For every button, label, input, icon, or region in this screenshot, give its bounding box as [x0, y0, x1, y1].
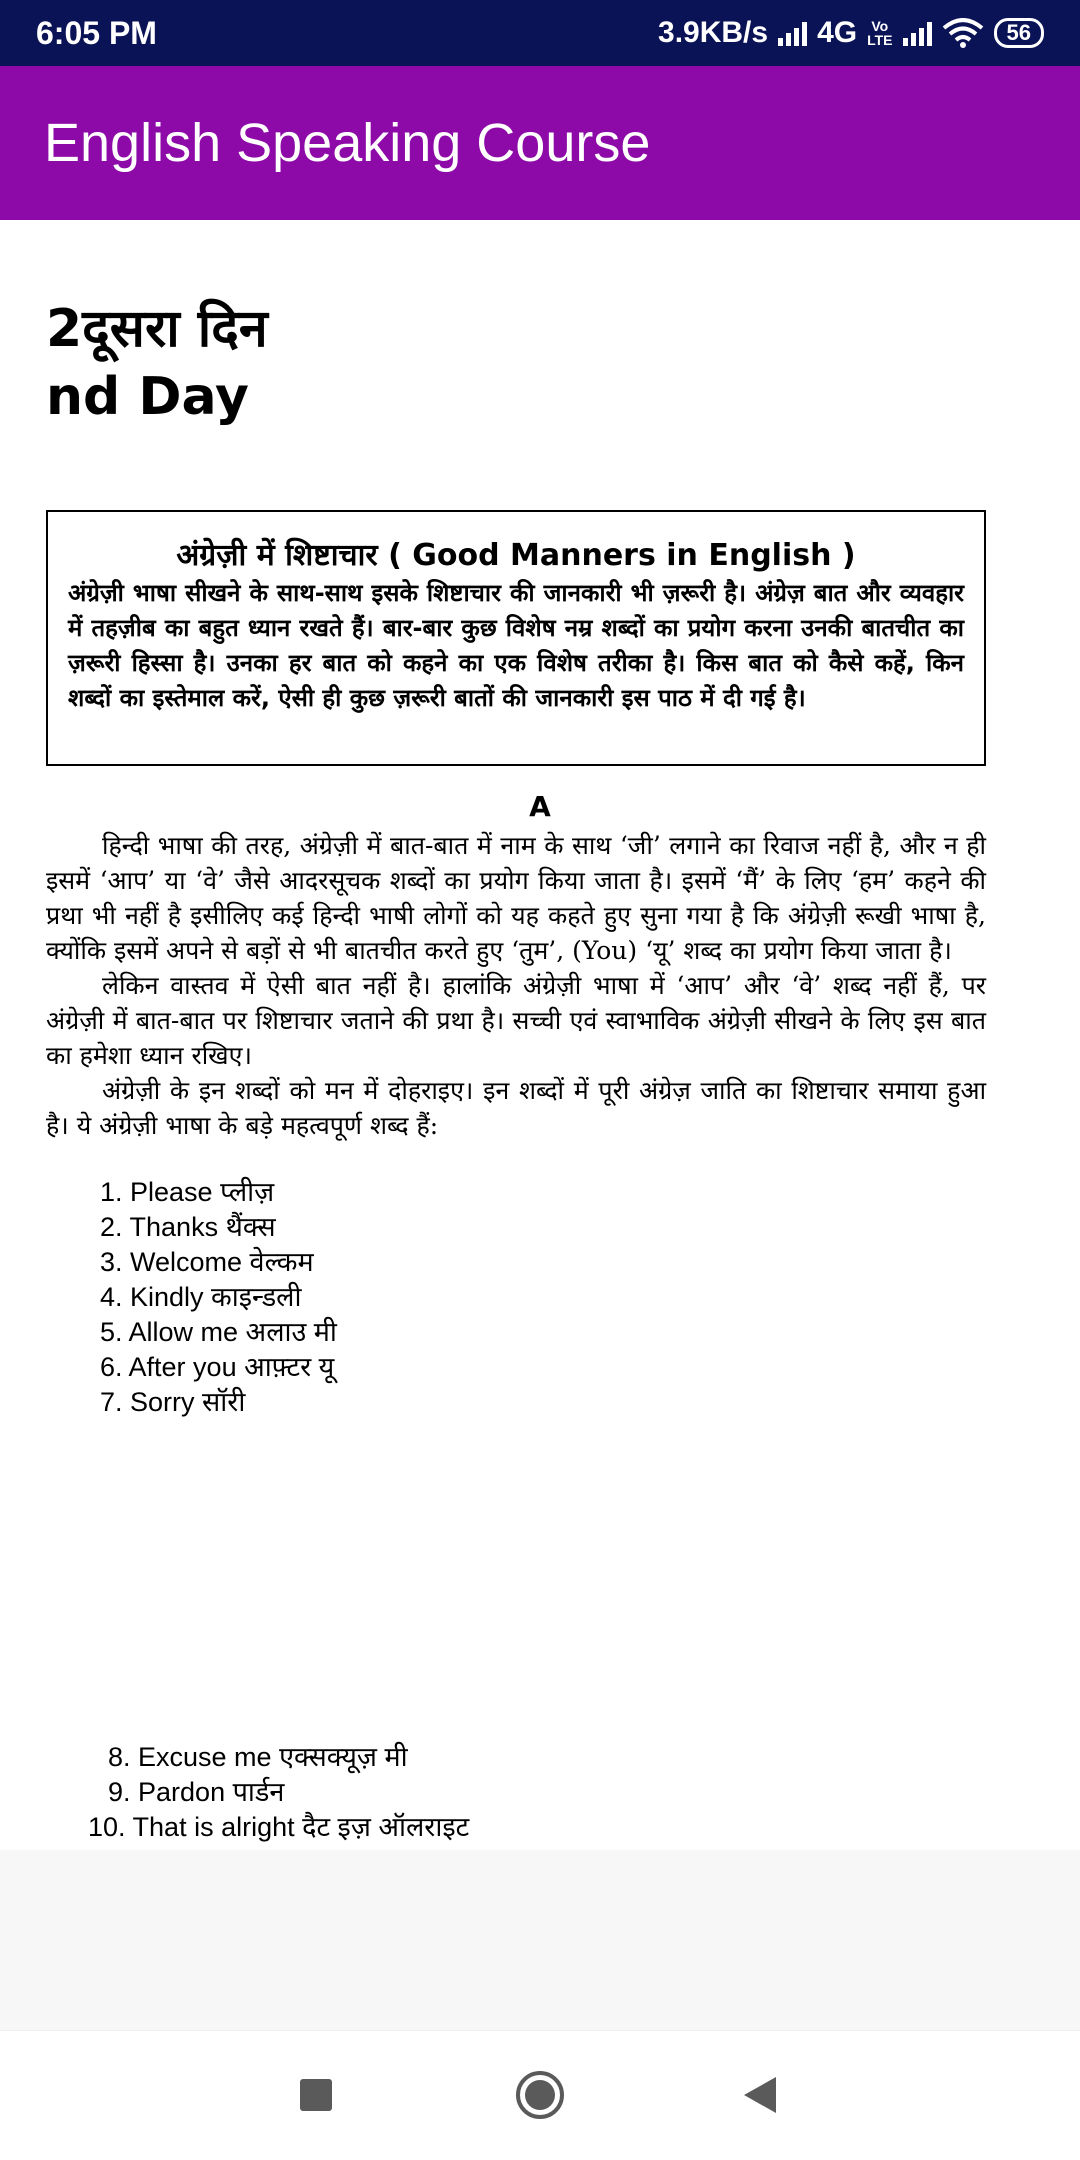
list-item: 5. Allow me अलाउ मी — [100, 1317, 337, 1347]
status-bar — [0, 0, 1080, 66]
signal-icon — [778, 20, 807, 46]
list-item: 10. That is alright दैट इज़ ऑलराइट — [88, 1812, 470, 1842]
section-letter: A — [529, 790, 551, 823]
intro-title: अंग्रेज़ी में शिष्टाचार ( Good Manners in English ) — [176, 538, 856, 573]
square-icon — [298, 2077, 334, 2113]
blank-area — [0, 1850, 1080, 2030]
paragraph-2: लेकिन वास्तव में ऐसी बात नहीं है। हालांकि अंग्रेज़ी भाषा में ‘आप’ और ‘वे’ शब्द नहीं हैं, पर अंग्रेज़ी में बात-बात पर शिष्टाचार जताने की प्रथा है। सच्ची एवं स्वाभाविक अंग्रेज़ी सीखने के लिए इस बात का हमेशा ध्यान रखिए। — [46, 971, 986, 1070]
intro-box — [46, 510, 986, 766]
paragraphs — [46, 828, 986, 1143]
list-item: 8. Excuse me एक्सक्यूज़ मी — [108, 1742, 408, 1772]
list-item: 7. Sorry सॉरी — [100, 1387, 246, 1417]
day-heading — [46, 295, 268, 431]
app-bar — [0, 66, 1080, 220]
status-time: 6:05 PM — [36, 14, 157, 51]
word-list-page2 — [88, 1740, 469, 1845]
network-type: 4G — [817, 16, 858, 49]
intro-body: अंग्रेज़ी भाषा सीखने के साथ-साथ इसके शिष्टाचार की जानकारी भी ज़रूरी है। अंग्रेज़ बात और व्यवहार में तहज़ीब का बहुत ध्यान रखते हैं। बार-बार कुछ विशेष नम्र शब्दों का प्रयोग करना उनकी बातचीत का ज़रूरी हिस्सा है। उनका हर बात को कहने का एक विशेष तरीका है। किस बात को कैसे कहें, किन शब्दों का इस्तेमाल करें, ऐसी ही कुछ ज़रूरी बातों की जानकारी इस पाठ में दी गई है। — [68, 579, 964, 712]
battery-icon: 56 — [994, 18, 1044, 48]
app-title: English Speaking Course — [44, 113, 651, 173]
volte-icon — [867, 19, 892, 47]
paragraph-3: अंग्रेज़ी के इन शब्दों को मन में दोहराइए। इन शब्दों में पूरी अंग्रेज़ जाति का शिष्टाचार समाया हुआ है। ये अंग्रेज़ी भाषा के बड़े महत्वपूर्ण शब्द हैं: — [46, 1076, 986, 1140]
list-item: 2. Thanks थैंक्स — [100, 1212, 276, 1242]
list-item: 3. Welcome वेल्कम — [100, 1247, 314, 1277]
signal-icon-2 — [903, 20, 932, 46]
volte-bottom: LTE — [867, 32, 893, 48]
back-button[interactable] — [730, 2065, 790, 2125]
list-item: 4. Kindly काइन्डली — [100, 1282, 302, 1312]
network-speed: 3.9KB/s — [658, 16, 769, 49]
day-heading-line2: nd Day — [46, 367, 249, 427]
lesson-content[interactable] — [0, 220, 1080, 1850]
volte-top: Vo — [871, 18, 889, 34]
word-list-page1 — [100, 1175, 337, 1420]
paragraph-1: हिन्दी भाषा की तरह, अंग्रेज़ी में बात-बात में नाम के साथ ‘जी’ लगाने का रिवाज नहीं है, और न ही इसमें ‘आप’ या ‘वे’ जैसे आदरसूचक शब्दों का प्रयोग किया जाता है। इसमें ‘मैं’ के लिए ‘हम’ कहने की प्रथा भी नहीं है इसीलिए कई हिन्दी भाषी लोगों को यह कहते हुए सुना गया है कि अंग्रेज़ी रूखी भाषा है, क्योंकि इसमें अपने से बड़ों से भी बातचीत करते हुए ‘तुम’, (You) ‘यू’ शब्द का प्रयोग किया जाता है। — [46, 831, 986, 965]
circle-icon — [514, 2069, 566, 2121]
day-heading-line1: 2दूसरा दिन — [46, 299, 268, 359]
list-item: 9. Pardon पार्डन — [108, 1777, 285, 1807]
list-item: 6. After you आफ़्टर यू — [100, 1352, 335, 1382]
home-button[interactable] — [510, 2065, 570, 2125]
recents-button[interactable] — [286, 2065, 346, 2125]
list-item: 1. Please प्लीज़ — [100, 1177, 275, 1207]
wifi-icon — [942, 18, 984, 48]
status-icons — [658, 16, 1044, 50]
back-triangle-icon — [740, 2075, 780, 2115]
